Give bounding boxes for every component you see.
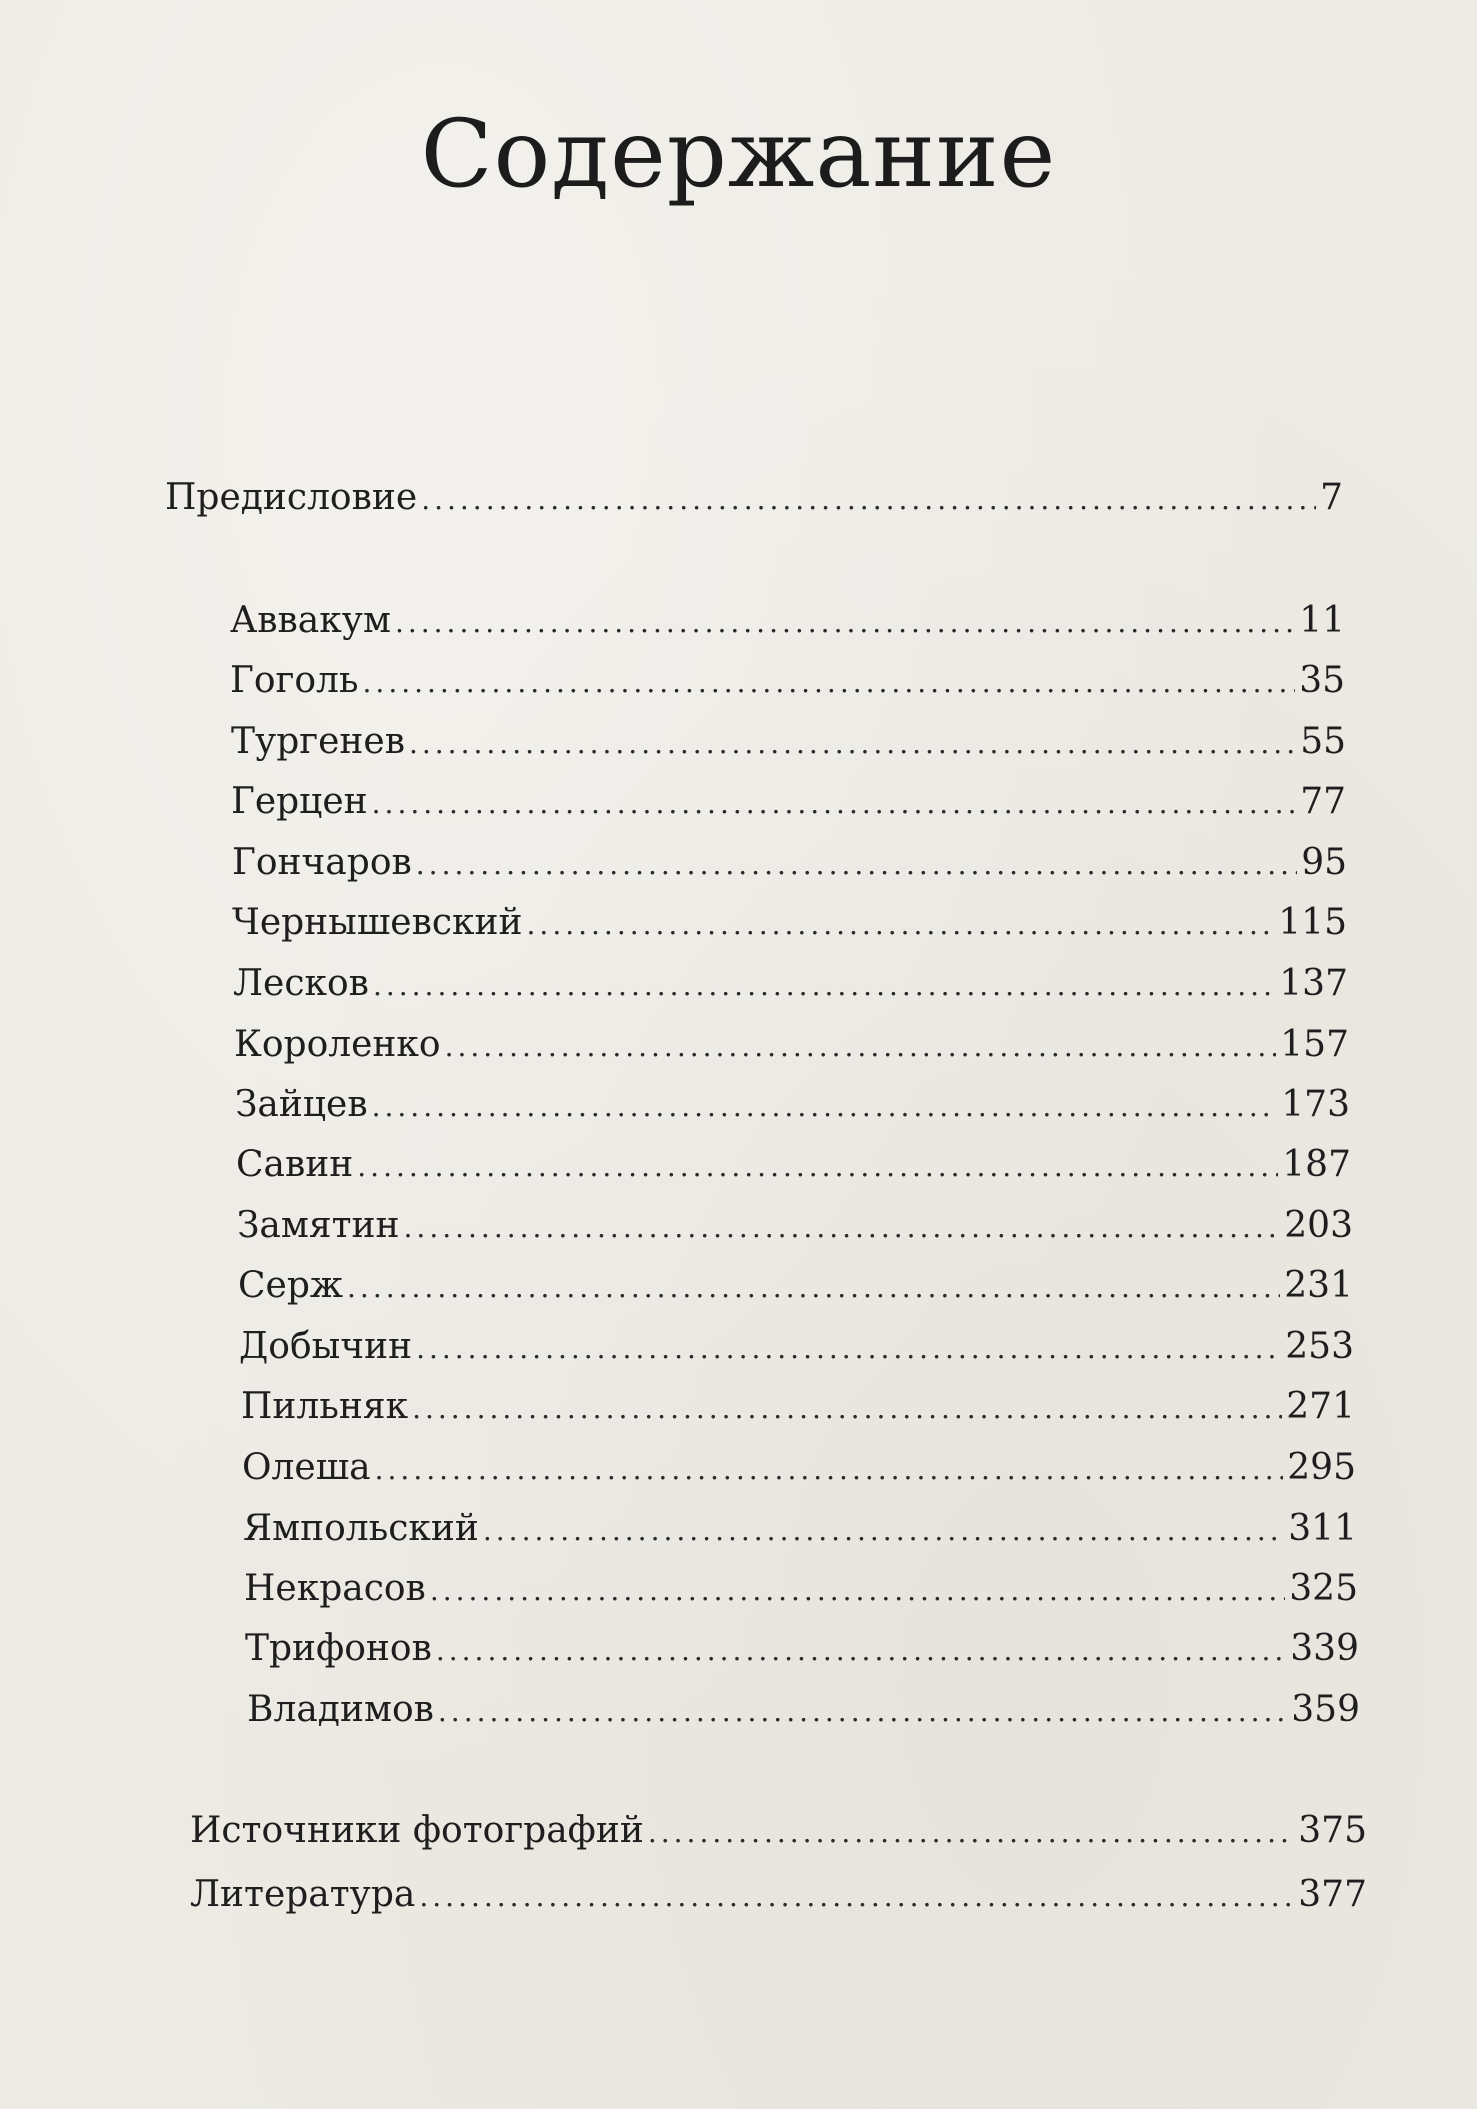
toc-entry-label: Савин [236, 1144, 354, 1185]
leader-dots [375, 1446, 1284, 1494]
toc-entry-chapter [244, 1565, 1358, 1613]
toc-entry-label: Тургенев [231, 721, 405, 762]
toc-entry-page: 253 [1285, 1326, 1354, 1367]
toc-entry-page: 11 [1299, 600, 1345, 641]
toc-entry-label: Аввакум [230, 600, 391, 641]
toc-entry-label: Владимов [247, 1689, 434, 1730]
leader-dots [395, 599, 1295, 647]
toc-entry-label: Источники фотографий [190, 1810, 644, 1851]
toc-entry-page: 77 [1300, 781, 1346, 822]
page-title: Содержание [420, 100, 1057, 209]
toc-entry-chapter [231, 718, 1346, 766]
toc-entry-page: 295 [1287, 1447, 1356, 1488]
leader-dots [527, 901, 1275, 949]
toc-entry-label: Добычин [239, 1326, 413, 1367]
toc-entry-chapter [232, 899, 1347, 947]
toc-entry-page: 115 [1278, 902, 1347, 943]
leader-dots [412, 1385, 1282, 1433]
leader-dots [421, 476, 1316, 524]
toc-entry-label: Гончаров [232, 842, 412, 883]
toc-entry-chapter [230, 657, 1345, 705]
leader-dots [347, 1264, 1280, 1312]
leader-dots [436, 1627, 1286, 1675]
leader-dots [648, 1809, 1294, 1857]
toc-entry-page: 95 [1301, 842, 1347, 883]
toc-entry-chapter [232, 839, 1347, 887]
toc-entry-label: Пильняк [241, 1386, 409, 1427]
leader-dots [357, 1143, 1278, 1191]
toc-entry-label: Трифонов [245, 1628, 432, 1669]
toc-entry-chapter [237, 1202, 1353, 1250]
toc-entry-chapter [239, 1323, 1354, 1371]
leader-dots [363, 659, 1296, 707]
leader-dots [404, 1204, 1281, 1252]
toc-entry-label: Лесков [233, 963, 369, 1004]
toc-entry-photo-sources [190, 1807, 1367, 1855]
leader-dots [445, 1023, 1277, 1071]
toc-entry-chapter [245, 1625, 1359, 1673]
leader-dots [416, 1325, 1281, 1373]
toc-entry-page: 311 [1288, 1508, 1357, 1549]
toc-entry-label: Ямпольский [243, 1508, 479, 1549]
toc-entry-literature [190, 1871, 1367, 1919]
toc-entry-page: 187 [1282, 1144, 1351, 1185]
toc-entry-page: 325 [1289, 1568, 1358, 1609]
toc-entry-label: Предисловие [165, 477, 418, 518]
leader-dots [409, 720, 1296, 768]
toc-entry-page: 377 [1298, 1874, 1367, 1915]
leader-dots [372, 780, 1297, 828]
toc-entry-label: Герцен [231, 781, 368, 822]
toc-entry-chapter [231, 778, 1346, 826]
toc-entry-page: 375 [1298, 1810, 1367, 1851]
toc-entry-chapter [230, 597, 1345, 645]
toc-entry-page: 7 [1320, 477, 1343, 518]
toc-entry-label: Серж [238, 1265, 344, 1306]
toc-entry-chapter [243, 1505, 1357, 1553]
toc-entry-label: Некрасов [244, 1568, 426, 1609]
toc-entry-page: 271 [1286, 1386, 1355, 1427]
toc-entry-page: 203 [1284, 1205, 1353, 1246]
toc-entry-chapter [235, 1081, 1350, 1129]
toc-entry-label: Олеша [242, 1447, 371, 1488]
toc-entry-page: 231 [1284, 1265, 1353, 1306]
leader-dots [483, 1507, 1284, 1555]
leader-dots [419, 1873, 1294, 1921]
toc-entry-page: 359 [1291, 1689, 1360, 1730]
toc-entry-page: 157 [1280, 1024, 1349, 1065]
toc-entry-label: Короленко [234, 1024, 441, 1065]
leader-dots [430, 1567, 1285, 1615]
toc-entry-chapter [242, 1444, 1356, 1492]
leader-dots [438, 1688, 1287, 1736]
toc-entry-page: 35 [1299, 660, 1345, 701]
toc-entry-page: 137 [1279, 963, 1348, 1004]
leader-dots [416, 841, 1297, 889]
toc-entry-chapter [241, 1383, 1355, 1431]
toc-entry-chapter [238, 1262, 1353, 1310]
toc-entry-chapter [236, 1141, 1351, 1189]
toc-entry-label: Замятин [237, 1205, 400, 1246]
toc-entry-label: Зайцев [235, 1084, 368, 1125]
toc-entry-label: Чернышевский [232, 902, 523, 943]
leader-dots [373, 962, 1275, 1010]
toc-entry-chapter [233, 960, 1348, 1008]
toc-entry-label: Литература [190, 1874, 416, 1915]
toc-entry-chapter [247, 1686, 1360, 1734]
leader-dots [372, 1083, 1278, 1131]
toc-entry-label: Гоголь [230, 660, 359, 701]
toc-entry-page: 339 [1290, 1628, 1359, 1669]
toc-entry-preface [165, 474, 1343, 522]
toc-entry-page: 55 [1300, 721, 1346, 762]
toc-entry-chapter [234, 1021, 1349, 1069]
toc-entry-page: 173 [1281, 1084, 1350, 1125]
